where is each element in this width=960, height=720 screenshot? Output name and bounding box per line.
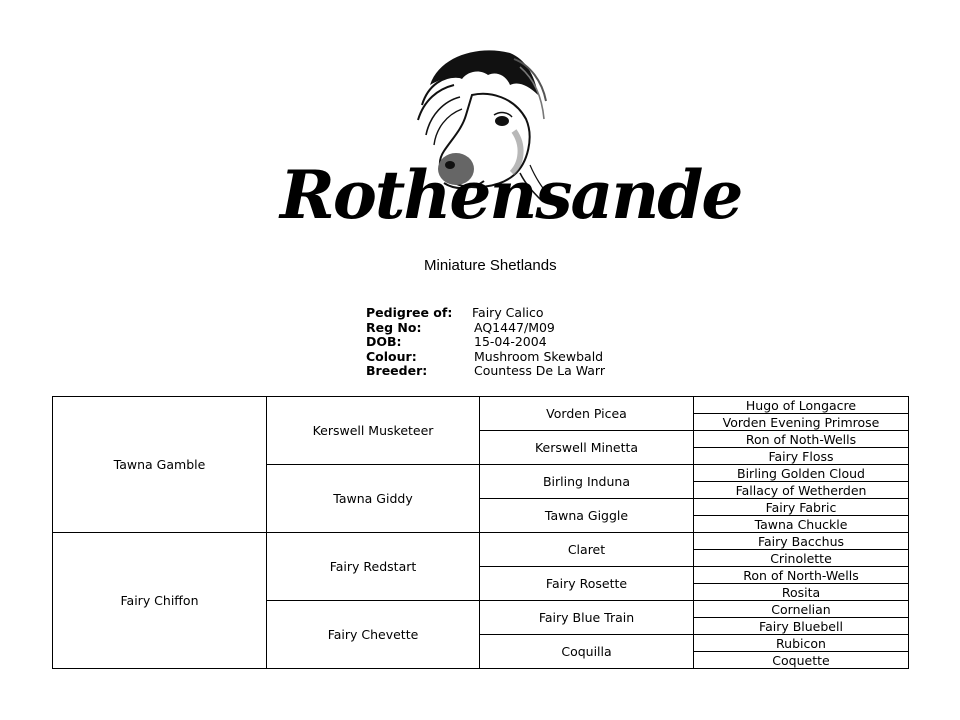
dob-row	[366, 335, 605, 350]
gen3-cell: Tawna Giggle	[480, 499, 694, 533]
pedigree-of-value: Fairy Calico	[472, 305, 544, 320]
reg-no-row	[366, 321, 605, 336]
gen4-cell: Fairy Bluebell	[694, 618, 909, 635]
pedigree-of-label: Pedigree of:	[366, 305, 453, 320]
pedigree-of-row	[366, 306, 605, 321]
reg-no-label: Reg No:	[366, 319, 422, 335]
gen4-cell: Coquette	[694, 652, 909, 669]
colour-value: Mushroom Skewbald	[474, 348, 604, 364]
breeder-value: Countess De La Warr	[474, 363, 605, 378]
gen4-cell: Fairy Bacchus	[694, 533, 909, 550]
gen4-cell: Birling Golden Cloud	[694, 465, 909, 482]
gen4-cell: Ron of Noth-Wells	[694, 431, 909, 448]
gen4-cell: Cornelian	[694, 601, 909, 618]
breeder-row	[366, 364, 605, 379]
gen3-cell: Coquilla	[480, 635, 694, 669]
gen4-cell: Crinolette	[694, 550, 909, 567]
brand-tagline: Miniature Shetlands	[424, 257, 557, 274]
gen3-cell: Vorden Picea	[480, 397, 694, 431]
gen4-cell: Hugo of Longacre	[694, 397, 909, 414]
reg-no-value: AQ1447/M09	[474, 319, 555, 335]
gen3-cell: Kerswell Minetta	[480, 431, 694, 465]
dam-cell: Fairy Chiffon	[53, 533, 267, 669]
dam-dam-cell: Fairy Chevette	[267, 601, 480, 669]
gen3-cell: Birling Induna	[480, 465, 694, 499]
gen4-cell: Tawna Chuckle	[694, 516, 909, 533]
brand-name: Rothensande	[280, 156, 742, 234]
gen4-cell: Ron of North-Wells	[694, 567, 909, 584]
breeder-label: Breeder:	[366, 363, 428, 378]
sire-cell: Tawna Gamble	[53, 397, 267, 533]
dam-sire-cell: Fairy Redstart	[267, 533, 480, 601]
gen3-cell: Claret	[480, 533, 694, 567]
gen3-cell: Fairy Rosette	[480, 567, 694, 601]
sire-sire-cell: Kerswell Musketeer	[267, 397, 480, 465]
gen4-cell: Fairy Fabric	[694, 499, 909, 516]
gen4-cell: Fairy Floss	[694, 448, 909, 465]
colour-label: Colour:	[366, 348, 417, 364]
gen4-cell: Rubicon	[694, 635, 909, 652]
colour-row	[366, 350, 605, 365]
horse-details	[366, 306, 605, 379]
pedigree-table	[52, 396, 909, 669]
sire-dam-cell: Tawna Giddy	[267, 465, 480, 533]
gen4-cell: Fallacy of Wetherden	[694, 482, 909, 499]
gen3-cell: Fairy Blue Train	[480, 601, 694, 635]
dob-value: 15-04-2004	[474, 334, 547, 349]
gen4-cell: Vorden Evening Primrose	[694, 414, 909, 431]
dob-label: DOB:	[366, 334, 402, 349]
gen4-cell: Rosita	[694, 584, 909, 601]
stud-logo	[280, 40, 742, 280]
